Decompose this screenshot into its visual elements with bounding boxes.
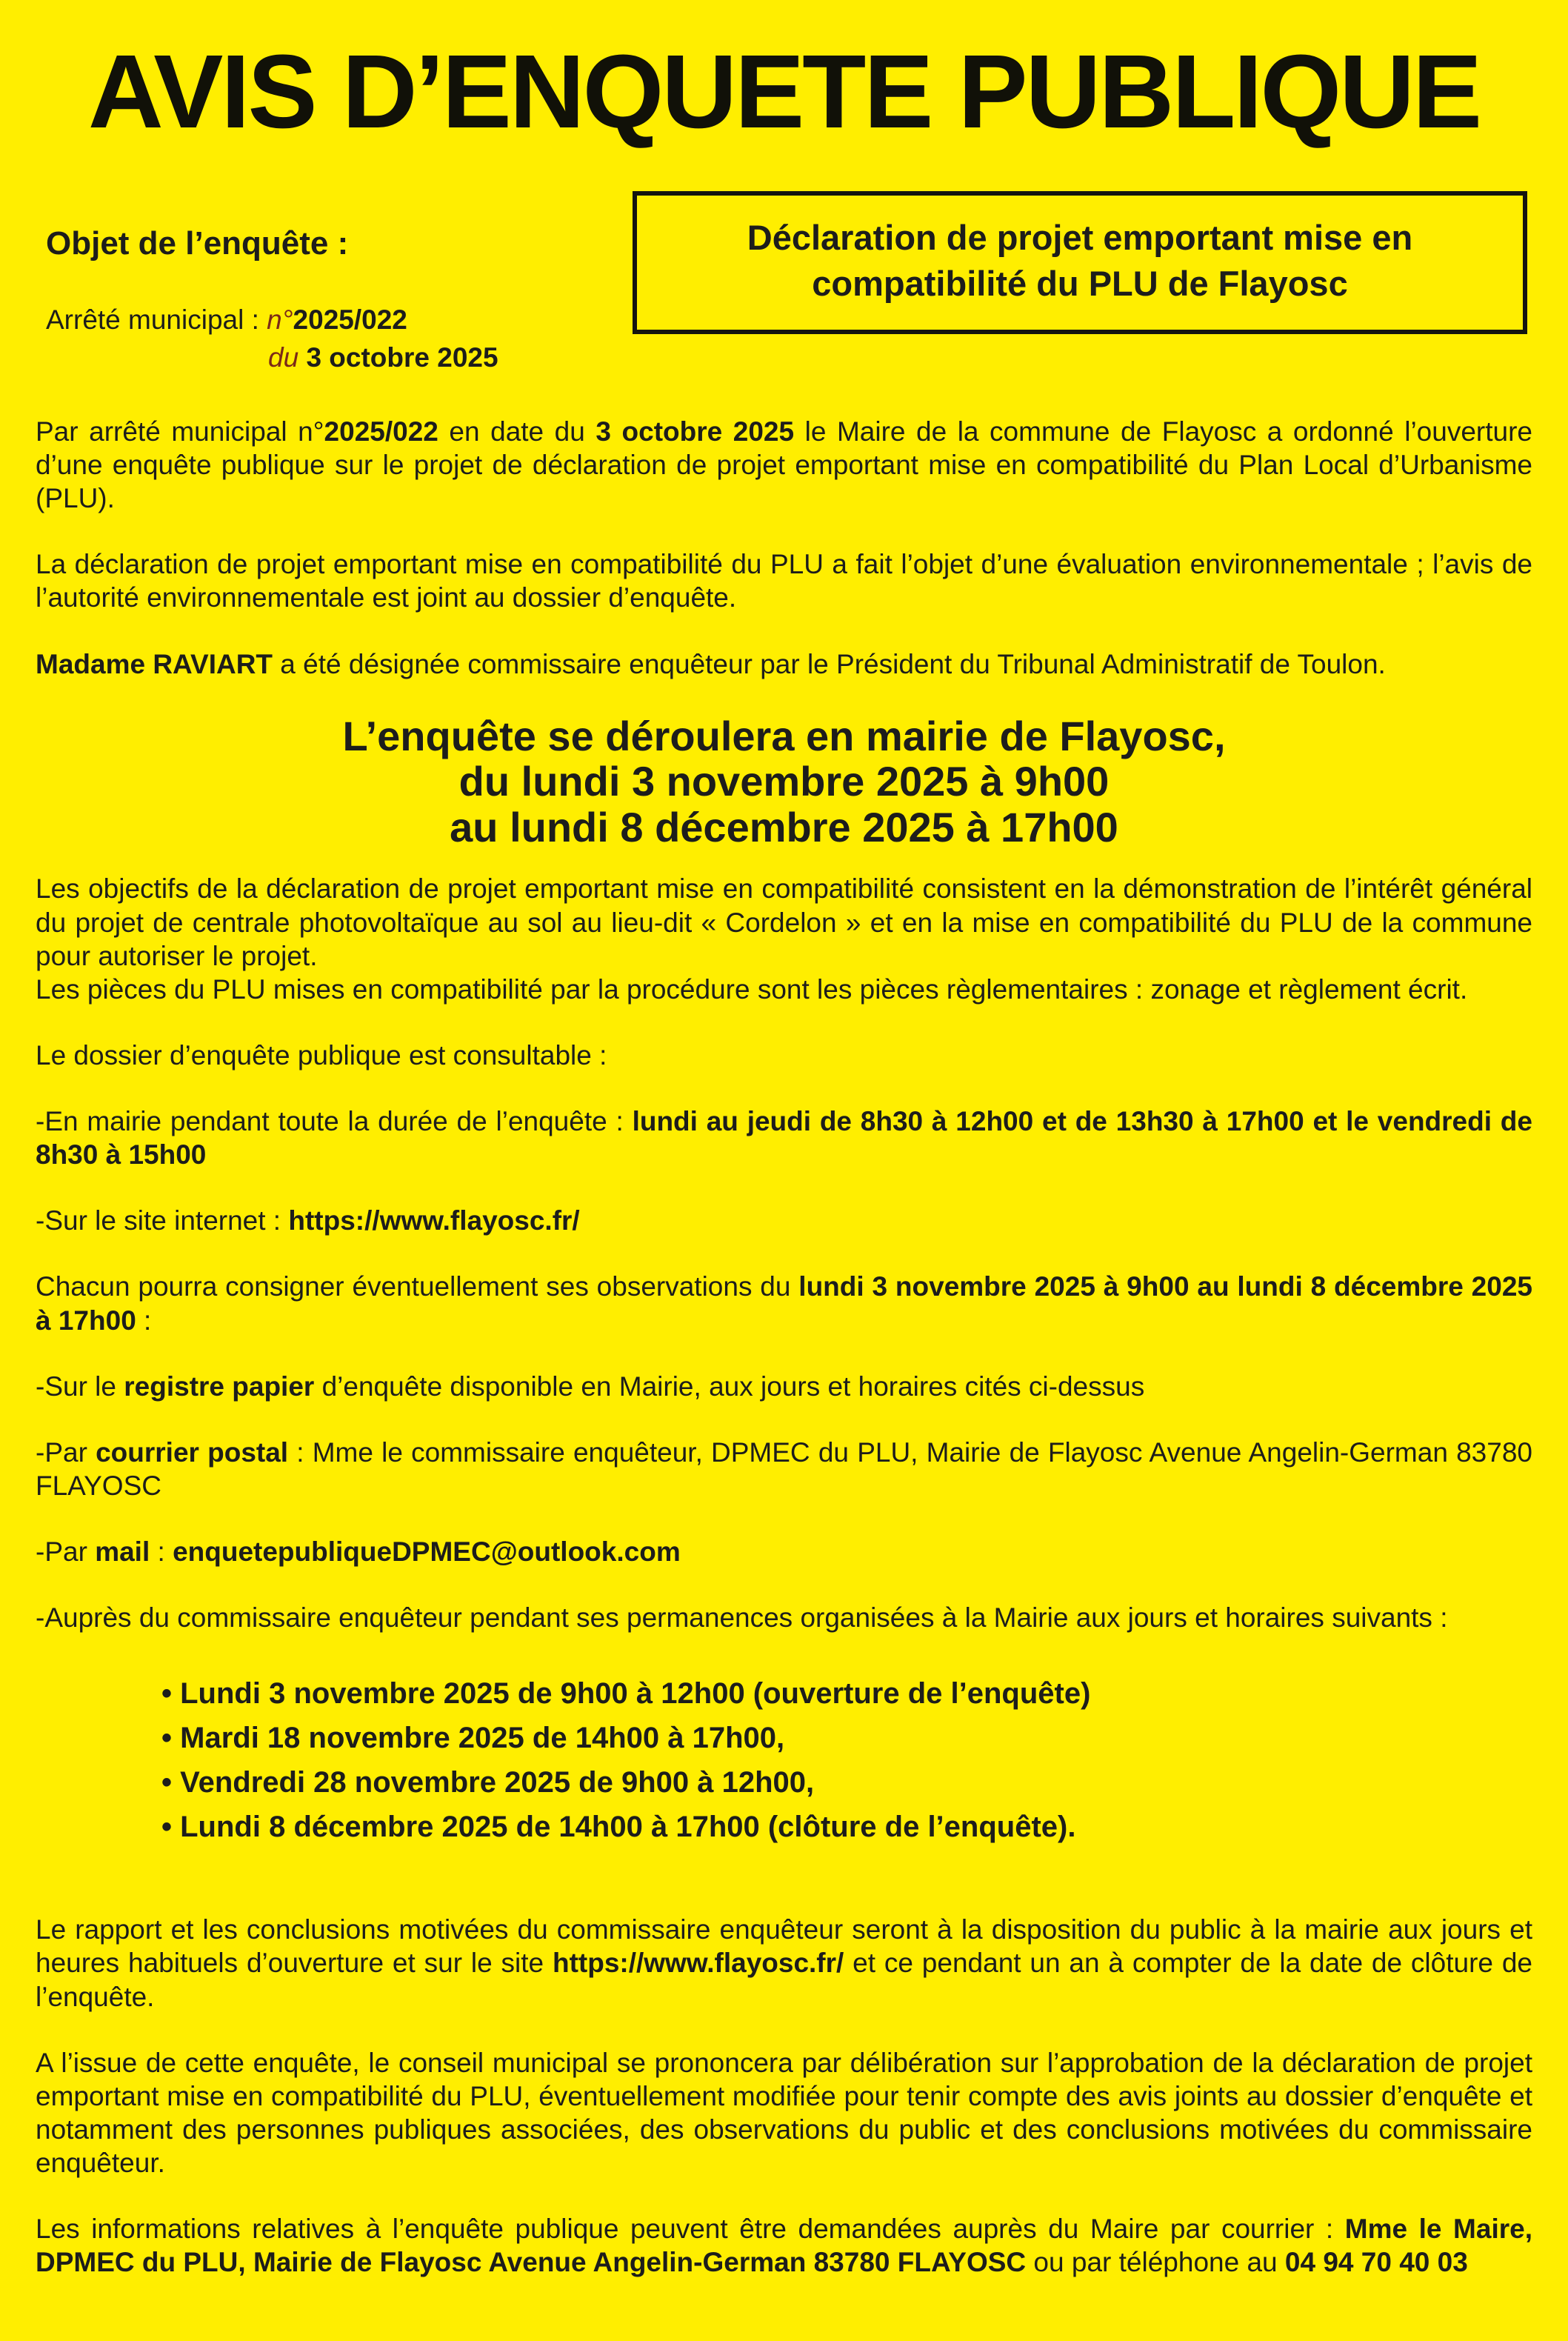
- paragraph-plu-pieces: Les pièces du PLU mises en compatibilité par la procédure sont les pièces règlementaires : zonage et règlement écrit.: [36, 973, 1468, 1005]
- paragraph-paper-register: -Sur le registre papier d’enquête disponible en Mairie, aux jours et horaires cités ci-dessus: [36, 1371, 1145, 1402]
- paragraph-email: -Par mail : enquetepubliqueDPMEC@outlook.com: [36, 1536, 681, 1568]
- paragraph-environmental-evaluation: La déclaration de projet emportant mise en compatibilité du PLU a fait l’objet d’une évaluation environnementale ; l’avis de l’autorité environnementale est joint au dossier d’enquête.: [36, 549, 1532, 613]
- permanence-dates-list: [36, 1671, 1532, 1849]
- paragraph-objectives: Les objectifs de la déclaration de projet emportant mise en compatibilité consistent en la démonstration de l’intérêt général du projet de centrale photovoltaïque au sol au lieu-dit « Cordelon » et en la mise en compatibilité du PLU de la commune pour autoriser le projet.: [36, 873, 1532, 971]
- paragraph-commissioner-permanences: -Auprès du commissaire enquêteur pendant ses permanences organisées à la Mairie aux jours et horaires suivants :: [36, 1602, 1448, 1634]
- enquiry-object-label: Objet de l’enquête :: [46, 224, 349, 262]
- subject-box: [633, 191, 1527, 334]
- paragraph-information-contact: Les informations relatives à l’enquête publique peuvent être demandées auprès du Maire par courrier : Mme le Maire, DPMEC du PLU, Mairie de Flayosc Avenue Angelin-German 83780 FLAYOSC ou par téléphone au 04 94 70 40 03: [36, 2214, 1532, 2278]
- enquiry-schedule-heading: [36, 713, 1532, 850]
- paragraph-commissioner-designation: Madame RAVIART a été désignée commissaire enquêteur par le Président du Tribunal Administratif de Toulon.: [36, 648, 1386, 679]
- permanence-item-3: • Vendredi 28 novembre 2025 de 9h00 à 12h00,: [161, 1760, 1532, 1805]
- paragraph-dossier-consultable: Le dossier d’enquête publique est consultable :: [36, 1039, 607, 1070]
- subject-box-line-1: Déclaration de projet emportant mise en: [747, 217, 1413, 257]
- permanence-item-1: • Lundi 3 novembre 2025 de 9h00 à 12h00 (ouverture de l’enquête): [161, 1671, 1532, 1716]
- municipal-order-number-line: Arrêté municipal : n°2025/022: [46, 304, 407, 335]
- permanence-item-4: • Lundi 8 décembre 2025 de 14h00 à 17h00 (clôture de l’enquête).: [161, 1805, 1532, 1849]
- schedule-heading-line-2: du lundi 3 novembre 2025 à 9h00: [458, 758, 1110, 805]
- enquiry-object-block: [36, 191, 498, 376]
- paragraph-council-deliberation: A l’issue de cette enquête, le conseil municipal se prononcera par délibération sur l’approbation de la déclaration de projet emportant mise en compatibilité du PLU, éventuellement modifiée pour tenir compte des avis joints au dossier d’enquête et notamment des personnes publiques associées, des observations du public et des conclusions motivées du commissaire enquêteur.: [36, 2047, 1532, 2179]
- paragraph-order-intro: Par arrêté municipal n°2025/022 en date du 3 octobre 2025 le Maire de la commune de Flayosc a ordonné l’ouverture d’une enquête publique sur le projet de déclaration de projet emportant mise en compatibilité du Plan Local d’Urbanisme (PLU).: [36, 416, 1532, 514]
- municipal-order-date-line: du 3 octobre 2025: [268, 342, 498, 373]
- notice-title: AVIS D’ENQUETE PUBLIQUE: [87, 33, 1481, 150]
- header: [36, 191, 1532, 376]
- paragraph-observations-period: Chacun pourra consigner éventuellement ses observations du lundi 3 novembre 2025 à 9h00 au lundi 8 décembre 2025 à 17h00 :: [36, 1271, 1532, 1336]
- subject-box-line-2: compatibilité du PLU de Flayosc: [812, 264, 1348, 304]
- schedule-heading-line-1: L’enquête se déroulera en mairie de Flayosc,: [342, 712, 1226, 759]
- paragraph-postal-mail: -Par courrier postal : Mme le commissaire enquêteur, DPMEC du PLU, Mairie de Flayosc Avenue Angelin-German 83780 FLAYOSC: [36, 1436, 1532, 1501]
- paragraph-consult-website: -Sur le site internet : https://www.flayosc.fr/: [36, 1205, 580, 1236]
- schedule-heading-line-3: au lundi 8 décembre 2025 à 17h00: [450, 803, 1118, 850]
- permanence-item-2: • Mardi 18 novembre 2025 de 14h00 à 17h00,: [161, 1716, 1532, 1760]
- notice-body: [36, 415, 1532, 2280]
- paragraph-report-availability: Le rapport et les conclusions motivées du commissaire enquêteur seront à la disposition du public à la mairie aux jours et heures habituels d’ouverture et sur le site https://www.flayosc.fr/ et ce pendant un an à compter de la date de clôture de l’enquête.: [36, 1914, 1532, 2012]
- paragraph-consult-townhall-hours: -En mairie pendant toute la durée de l’enquête : lundi au jeudi de 8h30 à 12h00 et de 13h30 à 17h00 et le vendredi de 8h30 à 15h00: [36, 1106, 1532, 1170]
